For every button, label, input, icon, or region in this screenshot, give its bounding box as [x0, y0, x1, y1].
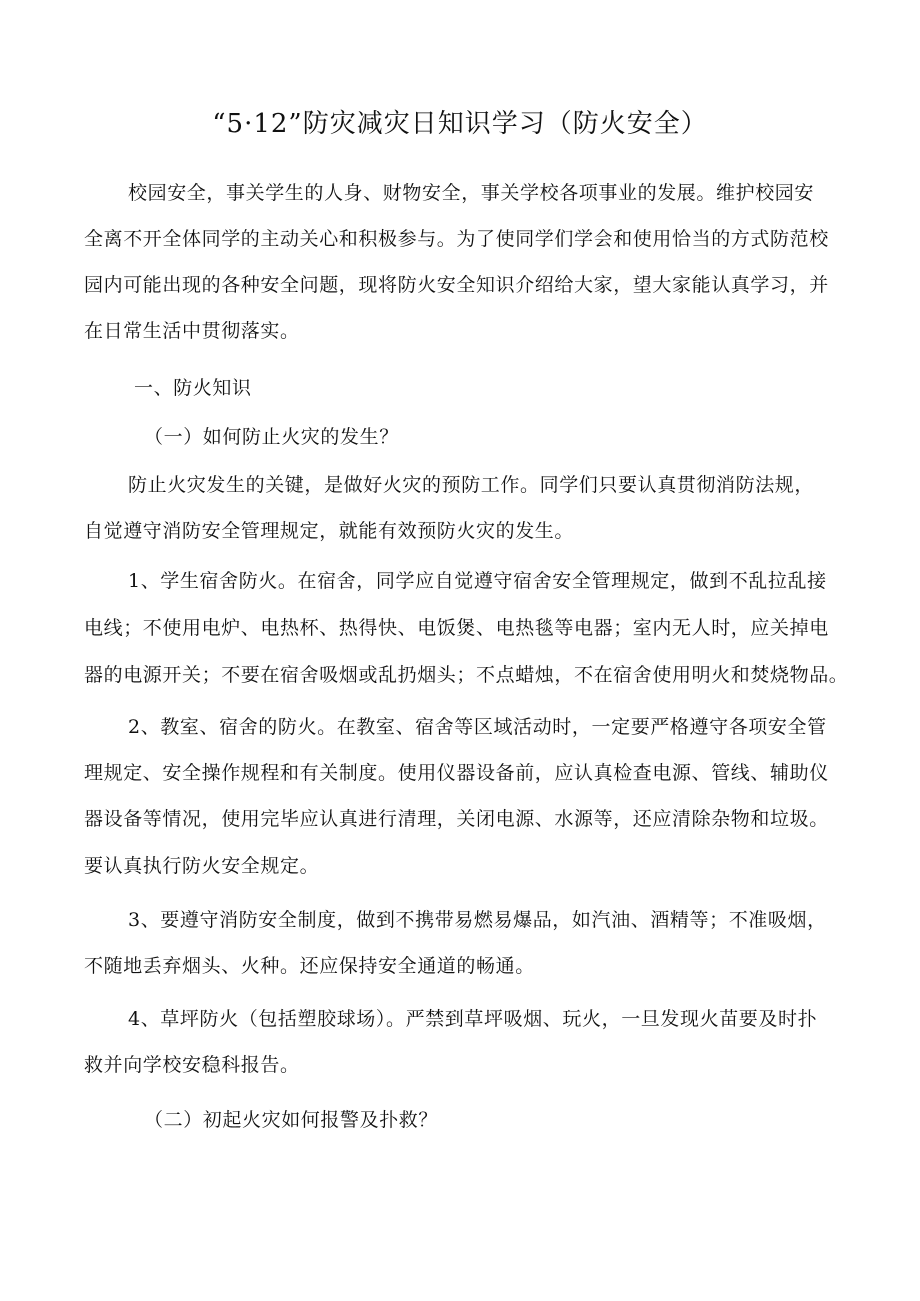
intro-line-1: 校园安全，事关学生的人身、财物安全，事关学校各项事业的发展。维护校园安 — [128, 182, 815, 204]
item-2-line-4: 要认真执行防火安全规定。 — [84, 855, 320, 877]
item-2-line-2: 理规定、安全操作规程和有关制度。使用仪器设备前，应认真检查电源、管线、辅助仪 — [84, 762, 829, 784]
item-1-line-2: 电线；不使用电炉、电热杯、热得快、电饭煲、电热毯等电器；室内无人时，应关掉电 — [84, 617, 829, 639]
prevention-intro-line-1: 防止火灾发生的关键，是做好火灾的预防工作。同学们只要认真贯彻消防法规， — [128, 474, 815, 496]
item-1-line-1: 1、学生宿舍防火。在宿舍，同学应自觉遵守宿舍安全管理规定，做到不乱拉乱接 — [128, 570, 827, 592]
item-1-line-3: 器的电源开关；不要在宿舍吸烟或乱扔烟头；不点蜡烛，不在宿舍使用明火和焚烧物品。 — [84, 664, 849, 686]
section-heading-fire-knowledge: 一、防火知识 — [134, 377, 252, 399]
item-2-line-1: 2、教室、宿舍的防火。在教室、宿舍等区域活动时，一定要严格遵守各项安全管 — [128, 716, 827, 738]
subsection-heading-prevention: （一）如何防止火灾的发生？ — [144, 426, 399, 448]
prevention-intro-line-2: 自觉遵守消防安全管理规定，就能有效预防火灾的发生。 — [84, 520, 575, 542]
intro-line-2: 全离不开全体同学的主动关心和积极参与。为了使同学们学会和使用恰当的方式防范校 — [84, 228, 829, 250]
subsection-heading-report-and-extinguish: （二）初起火灾如何报警及扑救？ — [144, 1109, 439, 1131]
intro-line-3: 园内可能出现的各种安全问题，现将防火安全知识介绍给大家，望大家能认真学习，并 — [84, 274, 829, 296]
document-title: “5·12”防灾减灾日知识学习（防火安全） — [212, 109, 708, 139]
item-4-line-1: 4、草坪防火（包括塑胶球场）。严禁到草坪吸烟、玩火，一旦发现火苗要及时扑 — [128, 1008, 818, 1030]
item-4-line-2: 救并向学校安稳科报告。 — [84, 1054, 300, 1076]
item-3-line-1: 3、要遵守消防安全制度，做到不携带易燃易爆品，如汽油、酒精等；不准吸烟， — [128, 909, 827, 931]
item-2-line-3: 器设备等情况，使用完毕应认真进行清理，关闭电源、水源等，还应清除杂物和垃圾。 — [84, 808, 829, 830]
intro-line-4: 在日常生活中贯彻落实。 — [84, 320, 300, 342]
item-3-line-2: 不随地丢弃烟头、火种。还应保持安全通道的畅通。 — [84, 955, 535, 977]
